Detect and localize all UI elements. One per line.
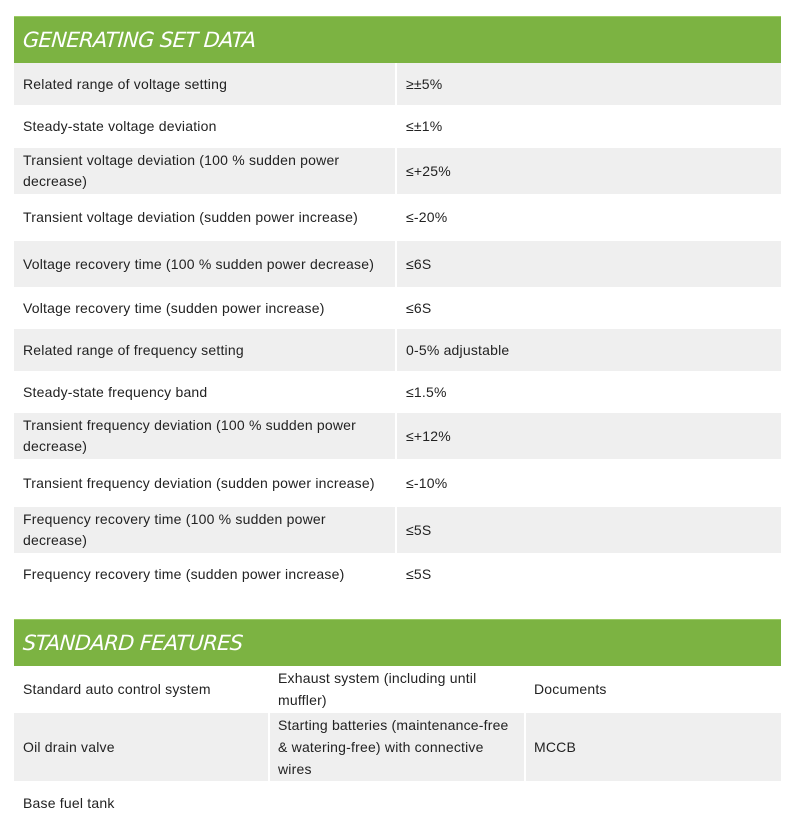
row-label: Voltage recovery time (sudden power increase) bbox=[23, 299, 325, 316]
table-row bbox=[14, 460, 781, 506]
feature-item: MCCB bbox=[526, 713, 781, 781]
row-label: Steady-state voltage deviation bbox=[23, 117, 217, 134]
table-row bbox=[14, 241, 781, 287]
row-value: ≥±5% bbox=[397, 63, 781, 105]
standard-features-title: STANDARD FEATURES bbox=[22, 631, 244, 655]
row-value: ≤+25% bbox=[397, 148, 781, 194]
row-value: ≤-10% bbox=[406, 474, 448, 491]
table-row bbox=[14, 507, 781, 553]
feature-item: Oil drain valve bbox=[14, 713, 268, 781]
feature-item bbox=[270, 782, 524, 824]
feature-item: Documents bbox=[534, 681, 607, 697]
row-label: Frequency recovery time (100 % sudden power decrease) bbox=[14, 507, 395, 553]
generating-set-title: GENERATING SET DATA bbox=[22, 28, 257, 52]
row-label: Voltage recovery time (100 % sudden power decrease) bbox=[14, 241, 395, 287]
row-label: Frequency recovery time (sudden power increase) bbox=[23, 565, 345, 582]
table-row bbox=[14, 553, 781, 595]
feature-item: Exhaust system (including until muffler) bbox=[278, 670, 477, 708]
feature-row bbox=[14, 782, 781, 824]
row-label: Related range of frequency setting bbox=[14, 329, 395, 371]
row-label: Transient frequency deviation (100 % sudden power decrease) bbox=[14, 413, 395, 459]
table-row bbox=[14, 194, 781, 240]
row-value: ≤6S bbox=[397, 241, 781, 287]
table-row bbox=[14, 105, 781, 147]
row-label: Steady-state frequency band bbox=[23, 383, 208, 400]
row-value: ≤1.5% bbox=[406, 383, 447, 400]
row-label: Transient voltage deviation (100 % sudden power decrease) bbox=[14, 148, 395, 194]
table-row bbox=[14, 287, 781, 329]
table-row bbox=[14, 148, 781, 194]
table-row bbox=[14, 63, 781, 105]
row-value: 0-5% adjustable bbox=[397, 329, 781, 371]
row-value: ≤5S bbox=[397, 507, 781, 553]
feature-item bbox=[526, 782, 781, 824]
row-label: Related range of voltage setting bbox=[14, 63, 395, 105]
feature-row bbox=[14, 666, 781, 712]
feature-item: Base fuel tank bbox=[23, 795, 115, 811]
row-value: ≤-20% bbox=[406, 208, 448, 225]
row-label: Transient voltage deviation (sudden power increase) bbox=[23, 208, 358, 225]
table-row bbox=[14, 371, 781, 413]
row-value: ≤+12% bbox=[397, 413, 781, 459]
table-row bbox=[14, 413, 781, 459]
feature-item: Starting batteries (maintenance-free & watering-free) with connective wires bbox=[270, 713, 524, 781]
row-value: ≤5S bbox=[406, 565, 432, 582]
standard-features-header bbox=[14, 619, 781, 666]
row-value: ≤6S bbox=[406, 299, 432, 316]
table-row bbox=[14, 329, 781, 371]
feature-item: Standard auto control system bbox=[23, 681, 211, 697]
row-value: ≤±1% bbox=[406, 117, 443, 134]
generating-set-header bbox=[14, 16, 781, 63]
feature-row bbox=[14, 713, 781, 781]
row-label: Transient frequency deviation (sudden power increase) bbox=[23, 474, 375, 491]
